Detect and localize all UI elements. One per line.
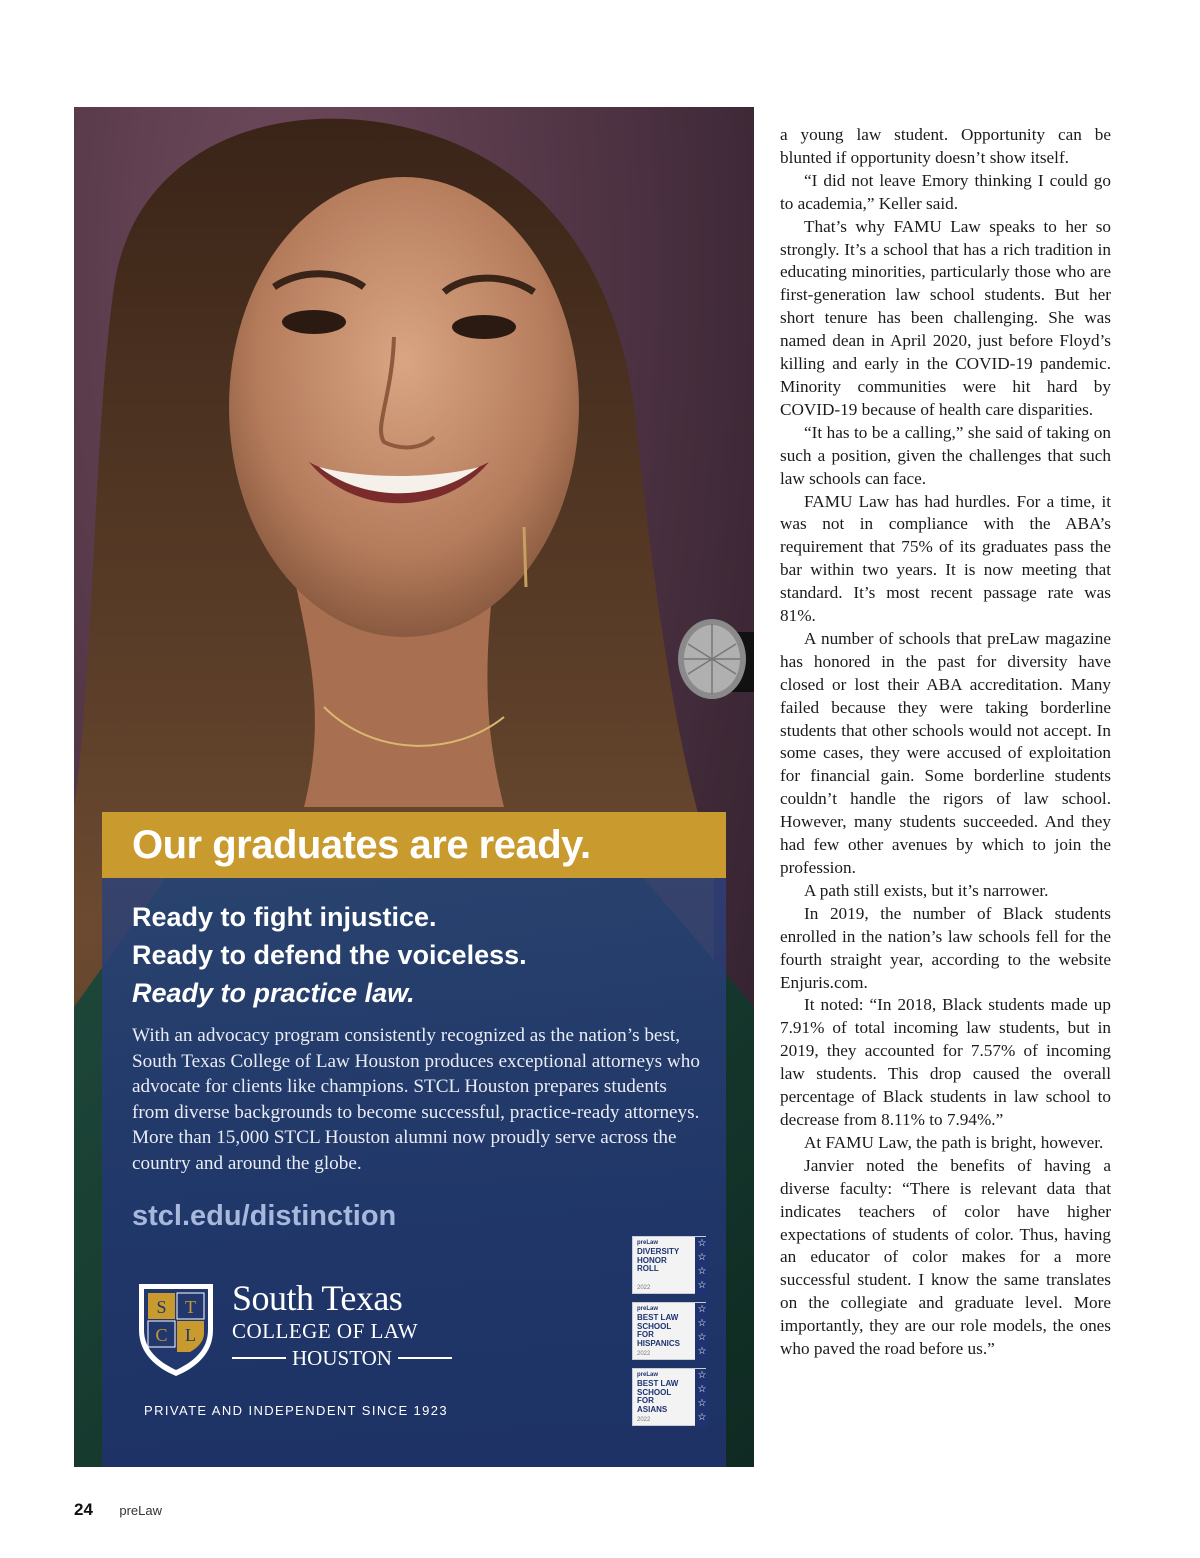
article-paragraph: At FAMU Law, the path is bright, however.: [804, 1132, 1104, 1152]
page-footer: [74, 1500, 162, 1520]
stcl-crest-logo: [135, 1278, 217, 1378]
badge-title: BEST LAW SCHOOL FOR HISPANICS: [637, 1313, 680, 1348]
badge-year: 2022: [637, 1285, 651, 1291]
article-paragraph: Janvier noted the benefits of having a diverse faculty: “There is relevant data that indicates teachers of color have higher expectations of students of color. Thus, having an educator of color makes for a more successful student. I know the same translates on the collegiate and graduate level. More importantly, they are our role models, the ones who paved the road before us.”: [780, 1155, 1111, 1359]
badge-stars-icon: ☆ ☆ ☆ ☆: [695, 1369, 709, 1427]
microphone-icon: [674, 604, 754, 714]
ad-headline: Our graduates are ready.: [132, 823, 591, 867]
crest-letter-s: S: [156, 1297, 167, 1317]
wordmark-houston-row: [232, 1344, 452, 1372]
article-paragraph: That’s why FAMU Law speaks to her so strongly. It’s a school that has a rich tradition in educating minorities, particularly those who are first-generation law school students. But her short tenure has been challenging. She was named dean in April 2020, just before Floyd’s killing and early in the COVID-19 pandemic. Minority communities were hit hard by COVID-19 because of health care disparities.: [780, 216, 1111, 419]
ad-taglines: [132, 898, 527, 1012]
ad-panel: [102, 878, 726, 1467]
badge-brand: preLaw: [637, 1372, 659, 1378]
badge-title: BEST LAW SCHOOL FOR ASIANS: [637, 1379, 679, 1414]
article-paragraph: “I did not leave Emory thinking I could go to academia,” Keller said.: [780, 170, 1111, 213]
badge-year: 2022: [637, 1417, 651, 1423]
tagline-fight-injustice: Ready to fight injustice.: [132, 902, 437, 932]
badge-stars-icon: ☆ ☆ ☆ ☆: [695, 1303, 709, 1361]
ad-body-copy: With an advocacy program consistently recognized as the nation’s best, South Texas College of Law Houston produces exceptional attorneys who advocate for clients like champions. STCL Houston prepares students from diverse backgrounds to become successful, practice-ready attorneys. More than 15,000 STCL Houston alumni now proudly serve across the country and around the globe.: [132, 1025, 700, 1174]
article-paragraph: In 2019, the number of Black students enrolled in the nation’s law schools fell for the fourth straight year, according to the website Enjuris.com.: [780, 903, 1111, 992]
crest-letter-t: T: [185, 1297, 196, 1317]
award-badges: [632, 1236, 712, 1434]
advertisement: [74, 107, 754, 1467]
ad-url-link[interactable]: stcl.edu/distinction: [132, 1200, 397, 1232]
stcl-wordmark: [232, 1278, 452, 1372]
crest-letter-l: L: [185, 1325, 196, 1345]
article-paragraph: A path still exists, but it’s narrower.: [804, 880, 1049, 900]
wordmark-college-of-law: COLLEGE OF LAW: [232, 1319, 419, 1343]
article-column: [780, 124, 1111, 1361]
article-paragraph: It noted: “In 2018, Black students made up 7.91% of total incoming law students, but in 2019, they accounted for 7.57% of incoming law students. This drop caused the overall percentage of Black students in law school to decrease from 8.11% to 7.94%.”: [780, 995, 1111, 1129]
badge-best-for-hispanics: [632, 1302, 706, 1360]
headline-banner: [102, 812, 726, 878]
article-paragraph: A number of schools that preLaw magazine has honored in the past for diversity have closed or lost their ABA accreditation. Many failed because they were taking borderline students that other schools would not accept. In some cases, they were accused of exploitation for financial gain. Some borderline students couldn’t handle the rigors of law school. However, many students succeeded. And they had few other avenues by which to join the profession.: [780, 628, 1111, 877]
tagline-defend-voiceless: Ready to defend the voiceless.: [132, 940, 527, 970]
tagline-practice-law: Ready to practice law.: [132, 978, 415, 1008]
badge-title: DIVERSITY HONOR ROLL: [637, 1247, 680, 1274]
badge-best-for-asians: [632, 1368, 706, 1426]
article-paragraph: “It has to be a calling,” she said of taking on such a position, given the challenges that such law schools can face.: [780, 422, 1111, 488]
badge-stars-icon: ☆ ☆ ☆ ☆: [695, 1237, 709, 1295]
badge-year: 2022: [637, 1351, 651, 1357]
page-number: 24: [74, 1500, 93, 1519]
article-paragraph: a young law student. Opportunity can be blunted if opportunity doesn’t show itself.: [780, 125, 1111, 167]
private-independent-line: PRIVATE AND INDEPENDENT SINCE 1923: [144, 1403, 449, 1418]
wordmark-rule-right: [398, 1357, 452, 1359]
magazine-name: preLaw: [119, 1503, 163, 1518]
badge-diversity-honor-roll: [632, 1236, 706, 1294]
article-paragraph: FAMU Law has had hurdles. For a time, it was not in compliance with the ABA’s requirement that 75% of its graduates pass the bar within two years. It is now meeting that standard. It’s most recent passage rate was 81%.: [780, 491, 1111, 626]
badge-brand: preLaw: [637, 1240, 659, 1246]
crest-letter-c: C: [155, 1325, 168, 1345]
wordmark-houston: HOUSTON: [292, 1346, 392, 1370]
wordmark-south-texas: South Texas: [232, 1278, 403, 1318]
wordmark-rule-left: [232, 1357, 286, 1359]
badge-brand: preLaw: [637, 1306, 659, 1312]
